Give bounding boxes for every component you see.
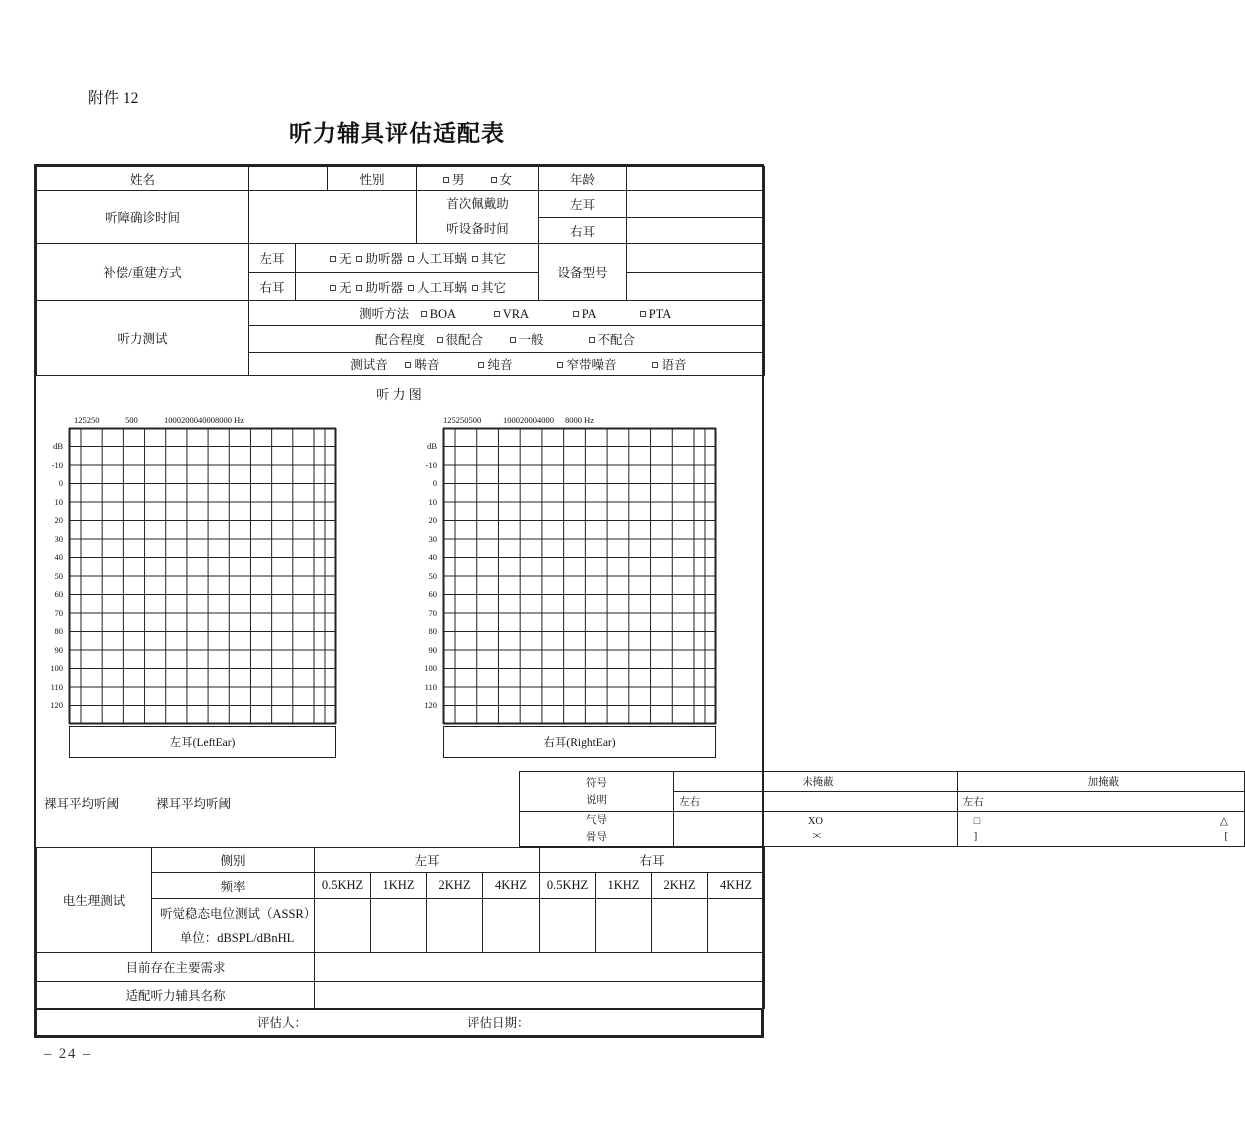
form-title: 听力辅具评估适配表 [289, 121, 505, 146]
bone-masked-left-symbol: ] [973, 831, 978, 842]
checkbox-icon[interactable] [421, 311, 427, 317]
db-axis-label: 10 [54, 496, 63, 507]
checkbox-option[interactable] [510, 330, 589, 348]
audiogram-caption-right: 右耳(RightEar) [443, 726, 716, 758]
checkbox-icon[interactable] [589, 337, 595, 343]
option-label: 人工耳蜗 [417, 280, 468, 295]
legend-lr-unmasked: 左右 [674, 792, 958, 812]
first-wear-right-ear-input-cell[interactable] [627, 218, 765, 244]
side-label: 侧别 [152, 848, 315, 873]
bone-masked-right-symbol: [ [1224, 831, 1228, 842]
needs-input-cell[interactable] [315, 953, 765, 982]
compensation-label: 补偿/重建方式 [37, 244, 249, 301]
needs-table [36, 952, 765, 1009]
hearing-test-label: 听力测试 [37, 301, 249, 376]
db-axis-label: 100 [50, 663, 63, 673]
age-label: 年龄 [539, 167, 627, 191]
legend-conduction-labels: 气导 骨导 [520, 812, 674, 847]
test-sound-options [405, 358, 686, 372]
option-label: 一般 [518, 333, 544, 347]
checkbox-icon[interactable] [330, 256, 336, 262]
gender-label: 性别 [328, 167, 417, 191]
compensation-table [36, 243, 765, 301]
gender-options-cell [417, 167, 539, 191]
assr-value-cell[interactable] [540, 899, 596, 953]
electrophys-table [36, 847, 765, 953]
db-axis-label: 10 [428, 496, 437, 507]
assr-value-cell[interactable] [652, 899, 708, 953]
checkbox-icon[interactable] [405, 362, 411, 368]
checkbox-option[interactable] [437, 330, 510, 348]
symbol-legend [519, 771, 1245, 847]
db-axis-label: -10 [425, 459, 437, 470]
signature-row [37, 1009, 762, 1035]
gender-options [417, 170, 538, 188]
compensation-right-ear-label: 右耳 [249, 273, 296, 301]
checkbox-option[interactable] [589, 330, 656, 348]
freq-axis-label: 500 [125, 415, 138, 425]
checkbox-option[interactable] [494, 307, 573, 322]
checkbox-icon[interactable] [491, 177, 497, 183]
freq-header: 4KHZ [483, 873, 540, 899]
db-axis-label: 50 [54, 570, 63, 581]
db-axis-left [36, 428, 66, 724]
checkbox-icon[interactable] [573, 311, 579, 317]
option-label: 语音 [661, 358, 687, 372]
unaided-threshold-label-right: 裸耳平均听阈 [156, 797, 232, 811]
diagnosis-time-input-cell[interactable] [249, 191, 417, 244]
checkbox-option[interactable] [330, 252, 352, 266]
device-model-right-input-cell[interactable] [627, 273, 765, 301]
option-label: BOA [429, 307, 457, 321]
db-axis-label: 0 [58, 478, 63, 488]
legend-header: 符号 说明 [520, 772, 674, 812]
db-axis-label: -10 [51, 459, 63, 470]
fitted-device-input-cell[interactable] [315, 982, 765, 1009]
compensation-right-options [296, 273, 539, 301]
freq-axis-label: 100020004000 [503, 415, 554, 425]
checkbox-icon[interactable] [494, 311, 500, 317]
checkbox-option[interactable] [443, 170, 465, 188]
db-axis-label: 100 [424, 663, 437, 673]
db-axis-label: 80 [54, 626, 63, 636]
checkbox-option[interactable] [652, 355, 686, 373]
checkbox-option[interactable] [472, 252, 506, 266]
option-label: 其它 [481, 252, 507, 266]
assr-value-cell[interactable] [483, 899, 540, 953]
checkbox-icon[interactable] [478, 362, 484, 368]
option-label: 助听器 [365, 252, 403, 266]
assessment-date-label: 评估日期： [467, 1016, 530, 1031]
audiogram-section [36, 376, 1228, 848]
option-label: PA [581, 307, 597, 321]
db-axis-label: 20 [54, 515, 63, 525]
db-axis-right [410, 428, 440, 724]
db-axis-label: 70 [428, 607, 437, 618]
freq-header: 2KHZ [427, 873, 483, 899]
checkbox-icon[interactable] [472, 285, 478, 291]
freq-header: 1KHZ [596, 873, 652, 899]
checkbox-option[interactable] [408, 252, 467, 266]
bone-conduction-unmasked-symbols: >< [812, 831, 819, 842]
hearing-test-table [36, 300, 765, 376]
option-label: 男 [451, 172, 465, 187]
compensation-left-options [296, 244, 539, 273]
freq-axis-label: 1000200040008000 Hz [164, 415, 245, 425]
db-axis-label: dB [427, 441, 437, 451]
db-axis-label: 90 [428, 644, 437, 655]
checkbox-option[interactable] [421, 307, 494, 322]
unaided-threshold-label-left: 裸耳平均听阈 [44, 797, 120, 811]
option-label: 啭音 [414, 358, 440, 372]
freq-axis-label: 8000 Hz [565, 415, 595, 425]
checkbox-icon[interactable] [640, 311, 646, 317]
db-axis-label: 110 [424, 681, 437, 692]
audiogram-grid-right [443, 428, 716, 729]
checkbox-icon[interactable] [330, 285, 336, 291]
checkbox-option[interactable] [408, 281, 467, 295]
name-input-cell[interactable] [249, 167, 328, 191]
option-label: 助听器 [365, 280, 403, 295]
db-axis-label: 60 [428, 589, 437, 599]
cooperation-row: 配合程度 很配合 一般 不配合 [249, 326, 765, 353]
diagnosis-table [36, 190, 765, 244]
freq-axis-label: 125250 [74, 415, 100, 425]
audiogram-title: 听 力 图 [376, 387, 422, 402]
age-input-cell[interactable] [627, 167, 765, 191]
test-method-options [421, 307, 672, 321]
option-label: 其它 [481, 280, 507, 295]
assr-value-cell[interactable] [315, 899, 371, 953]
checkbox-option[interactable] [557, 355, 652, 373]
freq-header: 0.5KHZ [315, 873, 371, 899]
electrophys-label: 电生理测试 [37, 848, 152, 953]
signature-table [36, 1008, 762, 1036]
db-axis-label: 120 [424, 700, 437, 710]
db-axis-label: dB [53, 441, 63, 451]
option-label: 窄带噪音 [566, 358, 617, 372]
device-model-left-input-cell[interactable] [627, 244, 765, 273]
checkbox-option[interactable] [356, 281, 403, 295]
checkbox-option[interactable] [478, 355, 557, 373]
test-method-row: 测听方法 BOA VRA PA PTA [249, 301, 765, 326]
db-axis-label: 40 [428, 552, 437, 562]
db-axis-label: 30 [54, 533, 63, 544]
assr-value-cell[interactable] [371, 899, 427, 953]
db-axis-label: 110 [50, 681, 63, 692]
first-wear-right-ear-label: 右耳 [539, 218, 627, 244]
db-axis-label: 120 [50, 700, 63, 710]
legend-unmasked-header: 未掩蔽 [674, 772, 958, 792]
checkbox-option[interactable] [491, 170, 513, 188]
freq-header: 0.5KHZ [540, 873, 596, 899]
checkbox-icon[interactable] [557, 362, 563, 368]
db-axis-label: 40 [54, 552, 63, 562]
option-label: 不配合 [597, 333, 636, 347]
option-label: VRA [502, 307, 530, 321]
assessment-form [34, 164, 1228, 1038]
assr-value-cell[interactable] [427, 899, 483, 953]
page-number: – 24 – [44, 1046, 93, 1062]
checkbox-icon[interactable] [408, 285, 414, 291]
legend-masked-symbols [957, 812, 1244, 847]
frequency-label: 频率 [152, 873, 315, 899]
legend-masked-header: 加掩蔽 [957, 772, 1244, 792]
db-axis-label: 60 [54, 589, 63, 599]
option-label: 纯音 [487, 358, 513, 372]
option-label: PTA [648, 307, 672, 321]
diagnosis-time-label: 听障确诊时间 [37, 191, 249, 244]
attachment-number: 附件 12 [88, 90, 139, 107]
checkbox-icon[interactable] [443, 177, 449, 183]
air-masked-right-symbol: △ [1219, 816, 1228, 827]
option-label: 无 [338, 280, 352, 295]
db-axis-label: 80 [428, 626, 437, 636]
fitted-device-label: 适配听力辅具名称 [37, 982, 315, 1009]
option-label: 很配合 [445, 333, 484, 347]
air-masked-left-symbol: □ [973, 816, 981, 827]
assr-value-cell[interactable] [708, 899, 765, 953]
freq-header: 4KHZ [708, 873, 765, 899]
basic-info-table [36, 166, 765, 191]
right-ear-header: 右耳 [540, 848, 765, 873]
first-wear-left-ear-input-cell[interactable] [627, 191, 765, 218]
checkbox-option[interactable] [330, 281, 352, 295]
checkbox-option[interactable] [640, 307, 672, 322]
option-label: 人工耳蜗 [417, 252, 468, 266]
checkbox-option[interactable] [405, 355, 478, 373]
legend-unmasked-symbols [674, 812, 958, 847]
checkbox-icon[interactable] [356, 256, 362, 262]
checkbox-option[interactable] [573, 307, 640, 322]
cooperation-options [437, 333, 656, 347]
checkbox-option[interactable] [356, 252, 403, 266]
checkbox-icon[interactable] [356, 285, 362, 291]
test-sound-row: 测试音 啭音 纯音 窄带噪音 语音 [249, 353, 765, 376]
assr-value-cell[interactable] [596, 899, 652, 953]
db-axis-label: 0 [432, 478, 437, 488]
freq-header: 2KHZ [652, 873, 708, 899]
left-ear-header: 左耳 [315, 848, 540, 873]
db-axis-label: 50 [428, 570, 437, 581]
air-conduction-unmasked-symbols: XO [807, 816, 824, 827]
option-label: 女 [499, 172, 513, 187]
audiogram-caption-left: 左耳(LeftEar) [69, 726, 336, 758]
audiogram-grid-left [69, 428, 336, 729]
compensation-left-ear-label: 左耳 [249, 244, 296, 273]
assessor-label: 评估人： [257, 1016, 308, 1031]
name-label: 姓名 [37, 167, 249, 191]
db-axis-label: 30 [428, 533, 437, 544]
checkbox-option[interactable] [472, 281, 506, 295]
first-wear-left-ear-label: 左耳 [539, 191, 627, 218]
db-axis-label: 70 [54, 607, 63, 618]
needs-label: 目前存在主要需求 [37, 953, 315, 982]
checkbox-icon[interactable] [437, 337, 443, 343]
freq-header: 1KHZ [371, 873, 427, 899]
freq-axis-label: 125250500 [443, 415, 482, 425]
checkbox-icon[interactable] [652, 362, 658, 368]
checkbox-icon[interactable] [472, 256, 478, 262]
db-axis-label: 90 [54, 644, 63, 655]
first-wear-label: 首次佩戴助 听设备时间 [417, 191, 539, 244]
device-model-label: 设备型号 [539, 244, 627, 301]
assr-label: 听觉稳态电位测试（ASSR） 单位：dBSPL/dBnHL [152, 899, 315, 953]
checkbox-icon[interactable] [408, 256, 414, 262]
db-axis-label: 20 [428, 515, 437, 525]
checkbox-icon[interactable] [510, 337, 516, 343]
legend-lr-masked: 左右 [957, 792, 1244, 812]
option-label: 无 [338, 252, 352, 266]
